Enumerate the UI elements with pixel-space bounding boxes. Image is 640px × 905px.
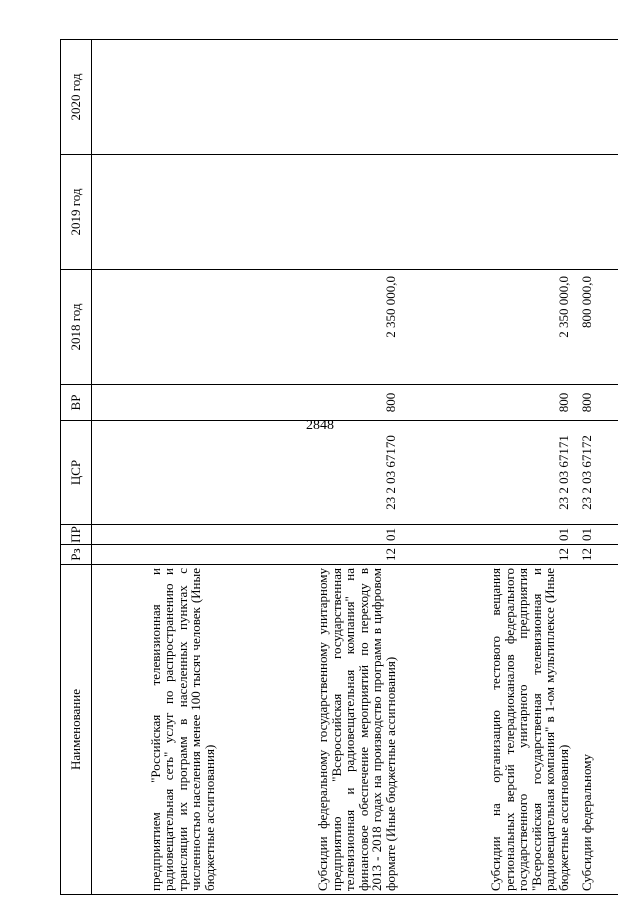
row-2019 [222,155,403,270]
row-name: Субсидии на организацию тестового вещания региональных версий телерадиоканалов федерального государственного унитарного предприятия "Всероссийская государственная телевизионная и радиовещательная компания" в 1-ом мультиплексе (Иные бюджетные ассигнования) [403,565,576,895]
row-2020 [576,40,618,155]
row-csr: 23 2 03 67170 [222,421,403,525]
table-header-row [61,40,92,895]
header-pr: ПР [61,525,92,545]
table-row [576,40,618,895]
row-2018 [92,270,223,385]
row-2020 [222,40,403,155]
header-name: Наименование [61,565,92,895]
header-vr: ВР [61,385,92,421]
budget-table [60,39,618,895]
row-name: Субсидии федеральному [576,565,618,895]
row-csr: 23 2 03 67171 [403,421,576,525]
row-vr [92,385,223,421]
header-rz: Рз [61,545,92,565]
rotated-table-container [60,60,595,895]
table-row [403,40,576,895]
table-row [92,40,223,895]
row-2018: 800 000,0 [576,270,618,385]
row-pr: 01 [576,525,618,545]
row-2019 [576,155,618,270]
header-2018: 2018 год [61,270,92,385]
row-pr: 01 [403,525,576,545]
row-vr: 800 [576,385,618,421]
row-csr: 23 2 03 67172 [576,421,618,525]
row-pr: 01 [222,525,403,545]
row-2019 [403,155,576,270]
header-2020: 2020 год [61,40,92,155]
row-csr [92,421,223,525]
header-csr: ЦСР [61,421,92,525]
row-name: Субсидии федеральному государственному унитарному предприятию "Всероссийская государственная телевизионная и радиовещательная компания" на финансовое обеспечение мероприятий по переходу в 2013 - 2018 годах на производство программ в цифровом формате (Иные бюджетные ассигнования) [222,565,403,895]
row-rz: 12 [403,545,576,565]
row-2020 [92,40,223,155]
row-2020 [403,40,576,155]
row-2019 [92,155,223,270]
row-2018: 2 350 000,0 [403,270,576,385]
header-2019: 2019 год [61,155,92,270]
row-name: предприятием "Российская телевизионная и радиовещательная сеть" услуг по распространению и трансляции их программ в населенных пунктах с численностью населения менее 100 тысяч человек (Иные бюджетные ассигнования) [92,565,223,895]
row-rz: 12 [222,545,403,565]
row-vr: 800 [222,385,403,421]
row-pr [92,525,223,545]
row-vr: 800 [403,385,576,421]
row-2018: 2 350 000,0 [222,270,403,385]
table-row [222,40,403,895]
page-number: 2848 [306,418,334,433]
row-rz: 12 [576,545,618,565]
row-rz [92,545,223,565]
